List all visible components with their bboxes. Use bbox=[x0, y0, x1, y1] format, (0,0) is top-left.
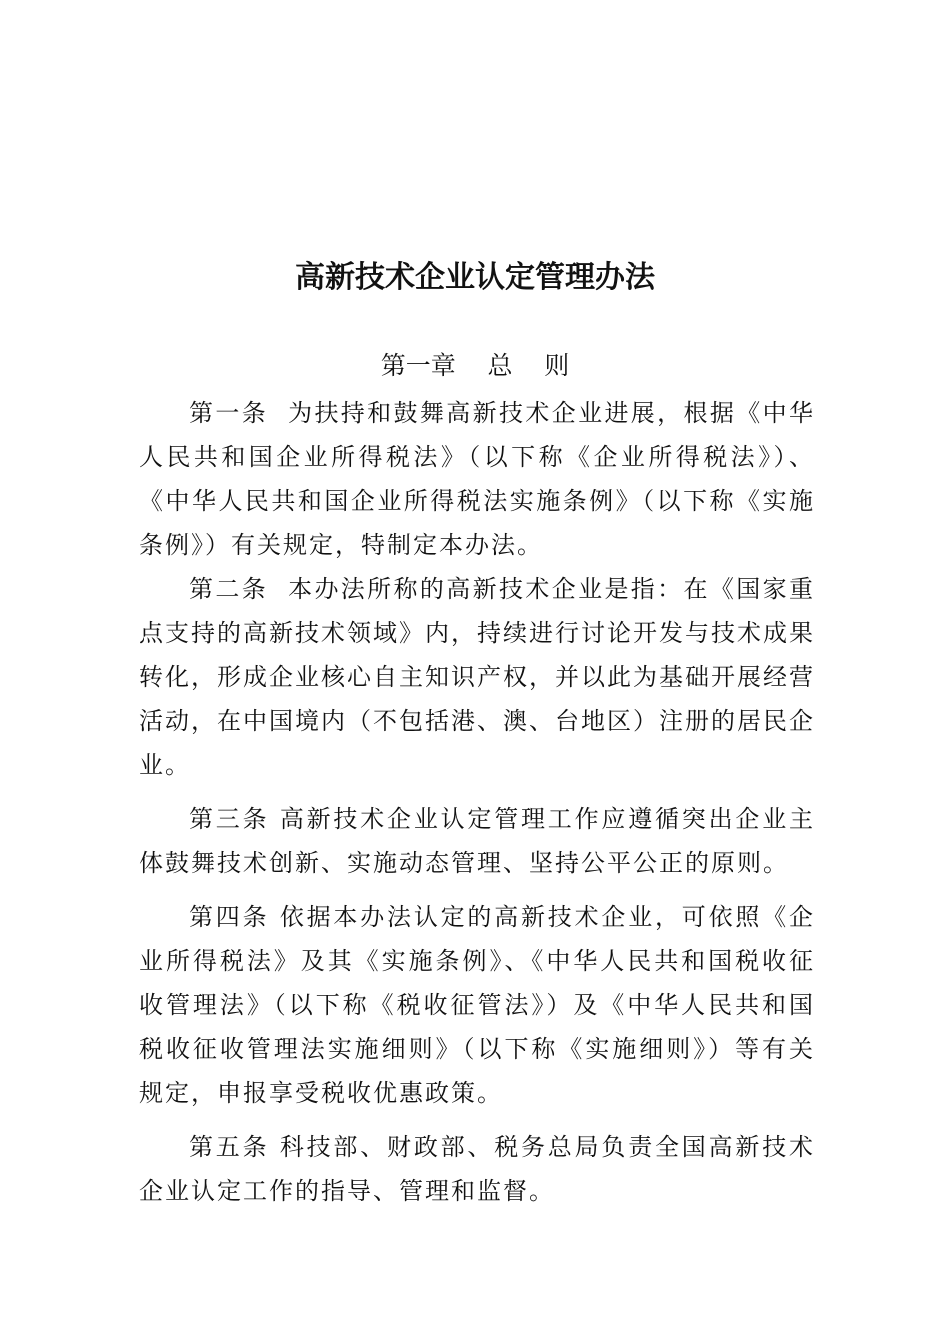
article-2 bbox=[139, 567, 815, 787]
document-title: 高新技术企业认定管理办法 bbox=[295, 260, 655, 295]
article-3 bbox=[139, 797, 815, 885]
article-3-label: 第三条 bbox=[189, 805, 280, 833]
article-4 bbox=[139, 895, 815, 1115]
article-3-text: 高新技术企业认定管理工作应遵循突出企业主体鼓舞技术创新、实施动态管理、坚持公平公正的原则。 bbox=[139, 805, 815, 877]
article-4-text: 依据本办法认定的高新技术企业，可依照《企业所得税法》及其《实施条例》、《中华人民共和国税收征收管理法》（以下称《税收征管法》）及《中华人民共和国税收征收管理法实施细则》（以下称《实施细则》）等有关规定，申报享受税收优惠政策。 bbox=[139, 903, 815, 1107]
article-5-text: 科技部、财政部、税务总局负责全国高新技术企业认定工作的指导、管理和监督。 bbox=[139, 1133, 815, 1205]
document-body bbox=[139, 391, 815, 1213]
article-2-text: 本办法所称的高新技术企业是指：在《国家重点支持的高新技术领域》内，持续进行讨论开发与技术成果转化，形成企业核心自主知识产权，并以此为基础开展经营活动，在中国境内（不包括港、澳、台地区）注册的居民企业。 bbox=[139, 575, 815, 779]
article-5 bbox=[139, 1125, 815, 1213]
article-2-label: 第二条 bbox=[189, 575, 289, 603]
chapter-heading: 第一章 总 则 bbox=[380, 351, 570, 380]
article-1 bbox=[139, 391, 815, 567]
article-4-label: 第四条 bbox=[189, 903, 280, 931]
article-1-text: 为扶持和鼓舞高新技术企业进展，根据《中华人民共和国企业所得税法》（以下称《企业所得税法》）、《中华人民共和国企业所得税法实施条例》（以下称《实施条例》）有关规定，特制定本办法。 bbox=[139, 399, 815, 559]
article-1-label: 第一条 bbox=[189, 399, 289, 427]
article-5-label: 第五条 bbox=[189, 1133, 280, 1161]
